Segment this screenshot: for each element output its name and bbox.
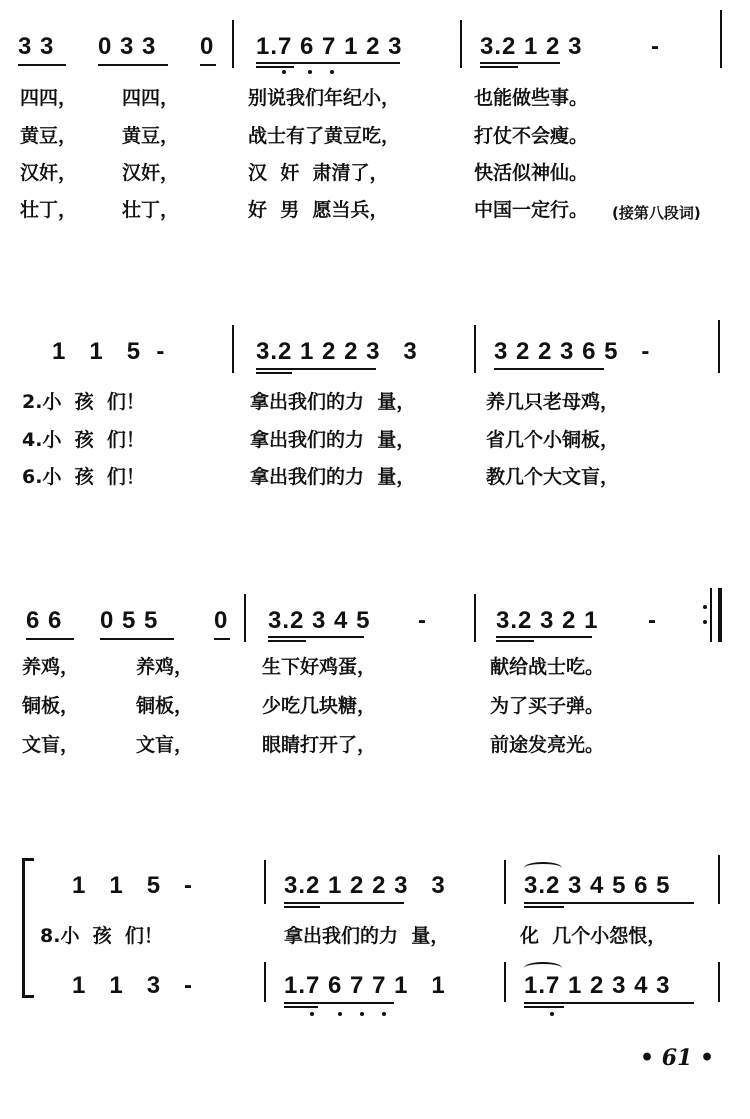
barline bbox=[504, 860, 506, 904]
repeat-barline-thin bbox=[710, 588, 712, 642]
notes-3-f: 3.2 3 2 1 bbox=[496, 607, 599, 634]
lyric: 汉奸， bbox=[122, 162, 180, 184]
lyric: 壮丁， bbox=[20, 199, 78, 221]
low-octave-dot bbox=[382, 1012, 386, 1016]
lyric: 别说我们年纪小， bbox=[248, 87, 401, 109]
notes-1-b: 0 3 3 bbox=[98, 33, 157, 60]
lyric: 拿出我们的力 量， bbox=[250, 466, 416, 488]
notes-2-b: 3.2 1 2 2 3 3 bbox=[256, 338, 418, 365]
lyric: 养鸡， bbox=[22, 656, 80, 678]
beam-underline bbox=[268, 636, 364, 638]
barline bbox=[232, 20, 234, 68]
lyric: 化 几个小怨恨， bbox=[520, 925, 667, 947]
beam-underline bbox=[524, 902, 694, 904]
tie-slur bbox=[524, 862, 562, 874]
low-octave-dot bbox=[338, 1012, 342, 1016]
beam-underline bbox=[524, 1002, 694, 1004]
lyric: 也能做些事。 bbox=[474, 87, 589, 109]
beam-underline bbox=[268, 640, 306, 642]
beam-underline bbox=[100, 638, 174, 640]
lyric: 铜板， bbox=[136, 695, 194, 717]
notes-2-a: 1 1 5 - bbox=[52, 338, 166, 365]
beam-underline bbox=[496, 636, 592, 638]
low-octave-dot bbox=[282, 70, 286, 74]
lyric: 战士有了黄豆吃， bbox=[248, 125, 401, 147]
tie-slur bbox=[524, 962, 562, 974]
lyric: 为了买子弹。 bbox=[490, 695, 605, 717]
lyric: 拿出我们的力 量， bbox=[250, 391, 416, 413]
notes-3-c: 0 bbox=[214, 607, 229, 634]
repeat-dot bbox=[703, 620, 707, 624]
notes-3-g: - bbox=[648, 607, 657, 634]
system-bracket-bottom bbox=[22, 995, 34, 998]
lyric: 少吃几块糖， bbox=[262, 695, 377, 717]
lyric: 8.小 孩 们！ bbox=[40, 925, 163, 947]
low-octave-dot bbox=[550, 1012, 554, 1016]
lyric: 铜板， bbox=[22, 695, 80, 717]
system-bracket-top bbox=[22, 858, 34, 861]
notes-3-e: - bbox=[418, 607, 427, 634]
lyric: 汉奸， bbox=[20, 162, 78, 184]
lyric: 献给战士吃。 bbox=[490, 656, 605, 678]
beam-underline bbox=[256, 66, 294, 68]
beam-underline bbox=[300, 62, 400, 64]
lyric: 养几只老母鸡， bbox=[486, 391, 620, 413]
lyric: 壮丁， bbox=[122, 199, 180, 221]
lyric: 好 男 愿当兵， bbox=[248, 199, 389, 221]
notes-3-b: 0 5 5 bbox=[100, 607, 159, 634]
repeat-barline-thick bbox=[718, 588, 722, 642]
beam-underline bbox=[480, 66, 518, 68]
beam-underline bbox=[26, 638, 74, 640]
low-octave-dot bbox=[308, 70, 312, 74]
system-bracket bbox=[22, 858, 25, 998]
beam-underline bbox=[256, 372, 292, 374]
beam-underline bbox=[494, 368, 604, 370]
lyric: 四四， bbox=[122, 87, 180, 109]
lyric: 四四， bbox=[20, 87, 78, 109]
beam-underline bbox=[284, 902, 404, 904]
lyric: 快活似神仙。 bbox=[474, 162, 589, 184]
notes-1-a: 3 3 bbox=[18, 33, 55, 60]
lyric: 中国一定行。 bbox=[474, 199, 589, 221]
continuation-note: (接第八段词) bbox=[612, 204, 701, 222]
beam-underline bbox=[480, 62, 560, 64]
beam-underline bbox=[18, 64, 66, 66]
beam-underline bbox=[524, 906, 564, 908]
lyric: 黄豆， bbox=[20, 125, 78, 147]
lyric: 打仗不会瘦。 bbox=[474, 125, 589, 147]
barline bbox=[718, 855, 720, 904]
notes-4-bottom-c: 1.7 1 2 3 4 3 bbox=[524, 972, 671, 999]
beam-underline bbox=[200, 64, 216, 66]
low-octave-dot bbox=[330, 70, 334, 74]
lyric: 文盲， bbox=[136, 734, 194, 756]
beam-underline bbox=[496, 640, 534, 642]
lyric: 文盲， bbox=[22, 734, 80, 756]
barline bbox=[474, 325, 476, 373]
barline bbox=[460, 20, 462, 68]
barline bbox=[718, 962, 720, 1002]
lyric: 汉 奸 肃清了， bbox=[248, 162, 389, 184]
notes-4-bottom-a: 1 1 3 - bbox=[72, 972, 194, 999]
barline bbox=[504, 962, 506, 1002]
lyric: 黄豆， bbox=[122, 125, 180, 147]
lyric: 2.小 孩 们！ bbox=[22, 391, 145, 413]
notes-3-a: 6 6 bbox=[26, 607, 63, 634]
lyric: 生下好鸡蛋， bbox=[262, 656, 377, 678]
lyric: 养鸡， bbox=[136, 656, 194, 678]
notes-3-d: 3.2 3 4 5 bbox=[268, 607, 371, 634]
page-number: • 61 • bbox=[640, 1045, 715, 1071]
barline bbox=[264, 860, 266, 904]
lyric: 前途发亮光。 bbox=[490, 734, 605, 756]
notes-4-top-a: 1 1 5 - bbox=[72, 872, 194, 899]
lyric: 4.小 孩 们！ bbox=[22, 429, 145, 451]
notes-2-c: 3 2 2 3 6 5 - bbox=[494, 338, 651, 365]
notes-4-top-b: 3.2 1 2 2 3 3 bbox=[284, 872, 446, 899]
notes-1-e: 3.2 1 2 3 bbox=[480, 33, 583, 60]
notes-1-c: 0 bbox=[200, 33, 215, 60]
lyric: 眼睛打开了， bbox=[262, 734, 377, 756]
beam-underline bbox=[214, 638, 230, 640]
barline bbox=[720, 10, 722, 68]
repeat-dot bbox=[703, 605, 707, 609]
barline bbox=[264, 962, 266, 1002]
lyric: 省几个小铜板， bbox=[486, 429, 620, 451]
barline bbox=[474, 594, 476, 642]
notes-4-bottom-b: 1.7 6 7 7 1 1 bbox=[284, 972, 446, 999]
beam-underline bbox=[524, 1006, 564, 1008]
beam-underline bbox=[284, 906, 320, 908]
lyric: 拿出我们的力 量， bbox=[250, 429, 416, 451]
lyric: 拿出我们的力 量， bbox=[284, 925, 450, 947]
barline bbox=[232, 325, 234, 373]
beam-underline bbox=[256, 368, 376, 370]
beam-underline bbox=[98, 64, 168, 66]
low-octave-dot bbox=[360, 1012, 364, 1016]
beam-underline bbox=[284, 1006, 318, 1008]
notes-4-top-c: 3.2 3 4 5 6 5 bbox=[524, 872, 671, 899]
barline bbox=[718, 320, 720, 373]
lyric: 6.小 孩 们！ bbox=[22, 466, 145, 488]
lyric: 教几个大文盲， bbox=[486, 466, 620, 488]
low-octave-dot bbox=[310, 1012, 314, 1016]
notes-1-d: 1.7 6 7 1 2 3 bbox=[256, 33, 403, 60]
beam-underline bbox=[284, 1002, 394, 1004]
barline bbox=[244, 594, 246, 642]
notes-1-f: - bbox=[651, 33, 660, 60]
